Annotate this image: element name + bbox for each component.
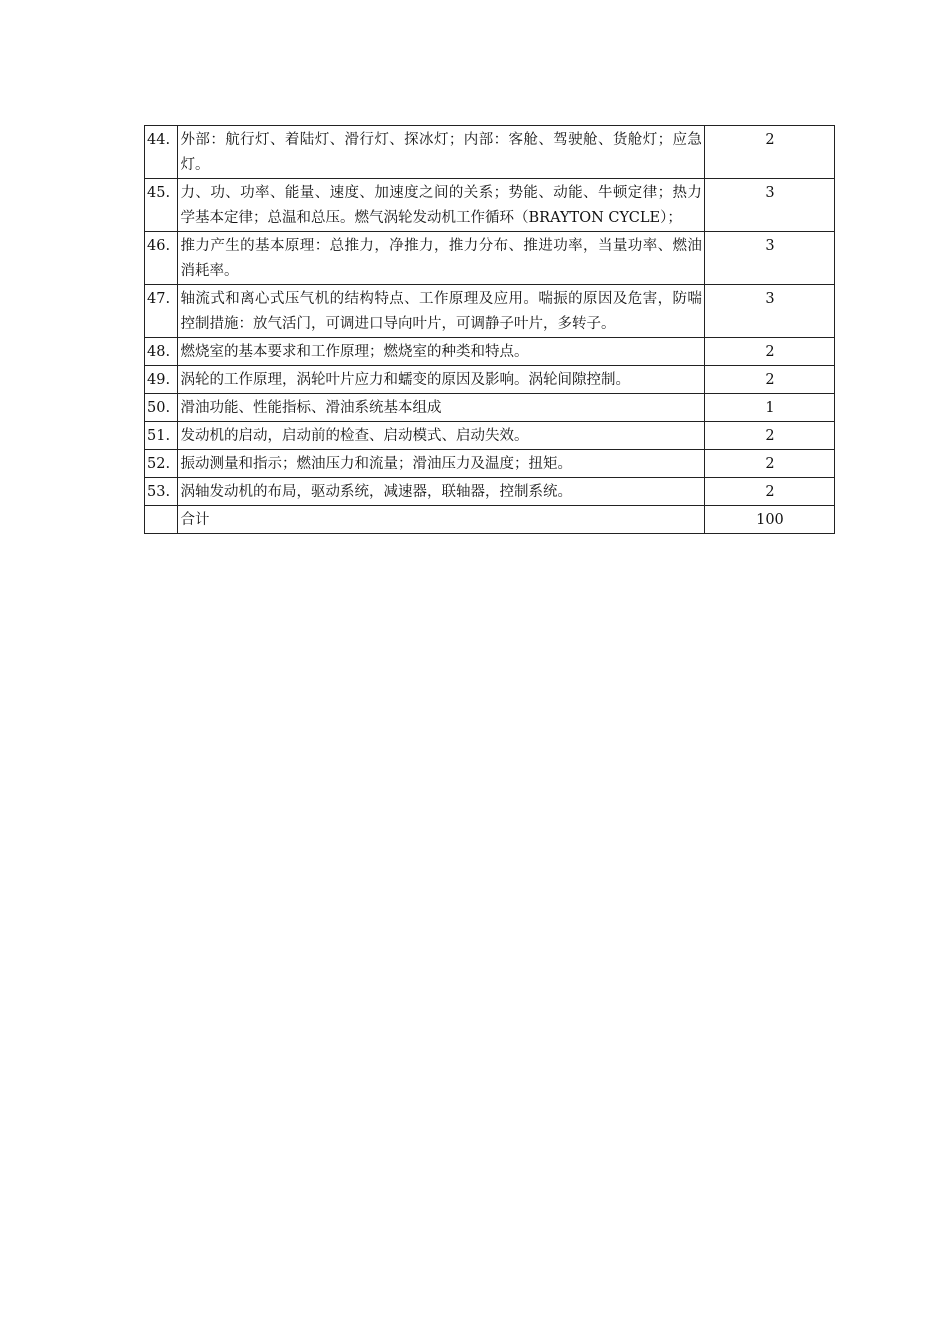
total-row xyxy=(145,506,835,534)
total-number xyxy=(145,506,178,534)
row-number: 50. xyxy=(145,394,178,422)
row-score: 3 xyxy=(704,232,834,285)
row-number: 47. xyxy=(145,285,178,338)
row-score: 2 xyxy=(704,478,834,506)
row-content: 涡轴发动机的布局，驱动系统，减速器，联轴器，控制系统。 xyxy=(177,478,704,506)
row-score: 3 xyxy=(704,285,834,338)
row-score: 2 xyxy=(704,422,834,450)
row-content: 力、功、功率、能量、速度、加速度之间的关系；势能、动能、牛顿定律；热力学基本定律；总温和总压。燃气涡轮发动机工作循环（BRAYTON CYCLE）； xyxy=(177,179,704,232)
row-number: 49. xyxy=(145,366,178,394)
table-row xyxy=(145,232,835,285)
row-content: 滑油功能、性能指标、滑油系统基本组成 xyxy=(177,394,704,422)
row-content: 振动测量和指示；燃油压力和流量；滑油压力及温度；扭矩。 xyxy=(177,450,704,478)
table-row xyxy=(145,285,835,338)
row-content: 涡轮的工作原理，涡轮叶片应力和蠕变的原因及影响。涡轮间隙控制。 xyxy=(177,366,704,394)
row-number: 48. xyxy=(145,338,178,366)
row-score: 3 xyxy=(704,179,834,232)
row-score: 2 xyxy=(704,450,834,478)
total-score: 100 xyxy=(704,506,834,534)
total-label: 合计 xyxy=(177,506,704,534)
row-number: 51. xyxy=(145,422,178,450)
row-content: 轴流式和离心式压气机的结构特点、工作原理及应用。喘振的原因及危害，防喘控制措施：放气活门，可调进口导向叶片，可调静子叶片，多转子。 xyxy=(177,285,704,338)
row-score: 1 xyxy=(704,394,834,422)
table-row xyxy=(145,450,835,478)
table-row xyxy=(145,394,835,422)
row-content: 推力产生的基本原理：总推力，净推力，推力分布、推进功率，当量功率、燃油消耗率。 xyxy=(177,232,704,285)
row-number: 53. xyxy=(145,478,178,506)
row-content: 外部：航行灯、着陆灯、滑行灯、探冰灯；内部：客舱、驾驶舱、货舱灯；应急灯。 xyxy=(177,126,704,179)
table-row xyxy=(145,478,835,506)
table-row xyxy=(145,422,835,450)
row-number: 46. xyxy=(145,232,178,285)
row-content: 燃烧室的基本要求和工作原理；燃烧室的种类和特点。 xyxy=(177,338,704,366)
table-row xyxy=(145,179,835,232)
table-row xyxy=(145,366,835,394)
table-row xyxy=(145,338,835,366)
syllabus-table xyxy=(144,125,835,534)
row-number: 45. xyxy=(145,179,178,232)
row-score: 2 xyxy=(704,338,834,366)
row-content: 发动机的启动，启动前的检查、启动模式、启动失效。 xyxy=(177,422,704,450)
row-number: 52. xyxy=(145,450,178,478)
row-number: 44. xyxy=(145,126,178,179)
row-score: 2 xyxy=(704,126,834,179)
table-row xyxy=(145,126,835,179)
row-score: 2 xyxy=(704,366,834,394)
